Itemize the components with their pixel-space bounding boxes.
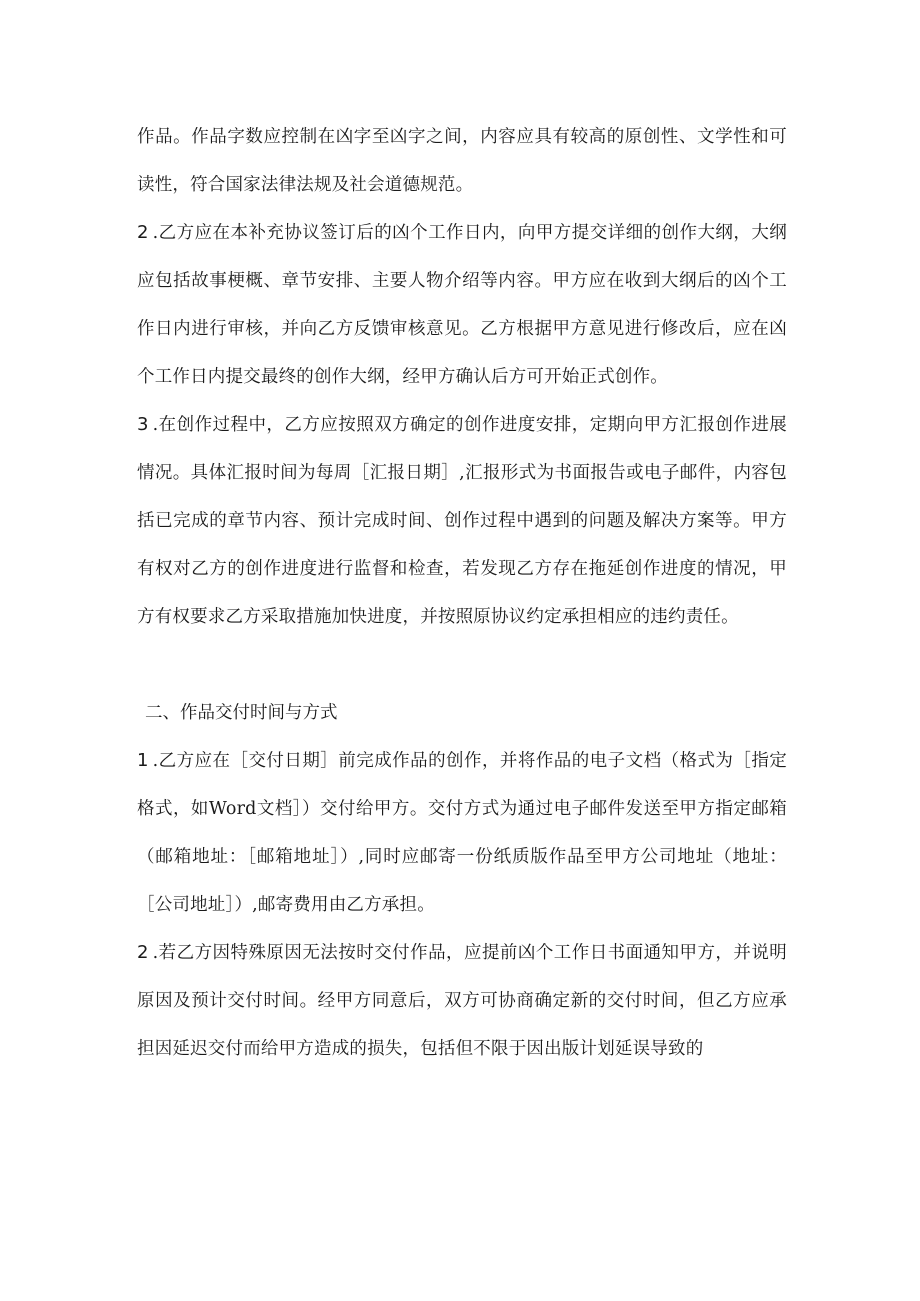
paragraph-text: 作品。作品字数应控制在凶字至凶字之间，内容应具有较高的原创性、文学性和可读性，符合国家法律法规及社会道德规范。 [137, 127, 787, 195]
clause-number: 2 [137, 942, 149, 963]
paragraph-text: .乙方应在本补充协议签订后的凶个工作日内，向甲方提交详细的创作大纲，大纲应包括故事梗概、章节安排、主要人物介绍等内容。甲方应在收到大纲后的凶个工作日内进行审核，并向乙方反馈审核意见。乙方根据甲方意见进行修改后，应在凶个工作日内提交最终的创作大纲，经甲方确认后方可开始正式创作。 [137, 223, 787, 387]
clause-number: 1 [137, 750, 149, 771]
section-heading: 二、作品交付时间与方式 [145, 703, 338, 723]
clause-2-paragraph [137, 209, 787, 401]
paragraph-text: .若乙方因特殊原因无法按时交付作品，应提前凶个工作日书面通知甲方，并说明原因及预计交付时间。经甲方同意后，双方可协商确定新的交付时间，但乙方应承担因延迟交付而给甲方造成的损失，包括但不限于因出版计划延误导致的 [137, 943, 787, 1059]
paragraph-text: .在创作过程中，乙方应按照双方确定的创作进度安排，定期向甲方汇报创作进展情况。具体汇报时间为每周［汇报日期］,汇报形式为书面报告或电子邮件，内容包括已完成的章节内容、预计完成时间、创作过程中遇到的问题及解决方案等。甲方有权对乙方的创作进度进行监督和检查，若发现乙方存在拖延创作进度的情况，甲方有权要求乙方采取措施加快进度，并按照原协议约定承担相应的违约责任。 [137, 415, 787, 627]
clause-3-paragraph [137, 401, 787, 641]
paragraph-intro-continuation [137, 113, 787, 209]
document-body [137, 113, 787, 1073]
section-2-clause-1-paragraph [137, 737, 787, 929]
paragraph-text: .乙方应在［交付日期］前完成作品的创作，并将作品的电子文档（格式为［指定格式，如Word文档］）交付给甲方。交付方式为通过电子邮件发送至甲方指定邮箱（邮箱地址：［邮箱地址］）,同时应邮寄一份纸质版作品至甲方公司地址（地址：［公司地址］）,邮寄费用由乙方承担。 [137, 751, 787, 915]
clause-number: 3 [137, 414, 149, 435]
clause-number: 2 [137, 222, 149, 243]
section-2-clause-2-paragraph [137, 929, 787, 1073]
section-spacer [137, 641, 787, 689]
